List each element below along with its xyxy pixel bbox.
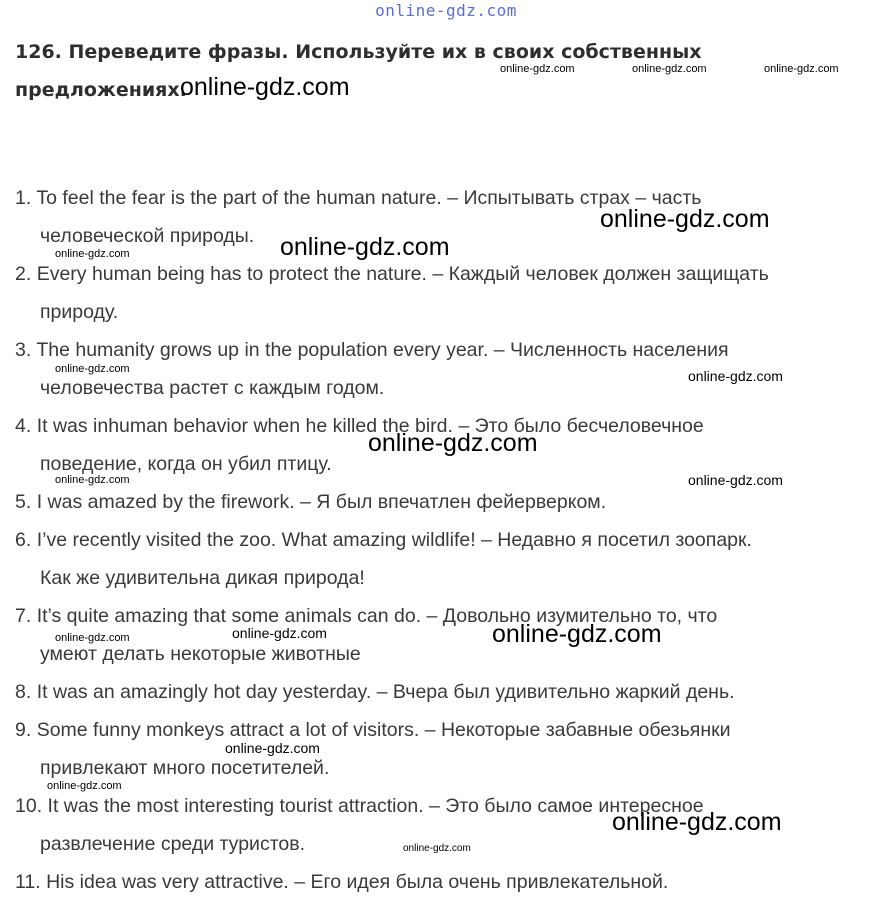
item-number: 3. xyxy=(15,339,32,361)
watermark: online-gdz.com xyxy=(55,474,130,486)
item-line: To feel the fear is the part of the human nature. – Испытывать страх – часть xyxy=(36,187,702,209)
item-line: His idea was very attractive. – Его идея была очень привлекательной. xyxy=(46,871,669,893)
item-number: 1. xyxy=(15,187,32,209)
task-number: 126. xyxy=(15,41,62,63)
task-heading xyxy=(15,33,871,109)
item-continuation: привлекают много посетителей. xyxy=(40,757,330,779)
list-item xyxy=(15,863,871,901)
list-item xyxy=(15,255,871,331)
item-continuation: человечества растет с каждым годом. xyxy=(40,377,385,399)
item-line: Some funny monkeys attract a lot of visitors. – Некоторые забавные обезьянки xyxy=(36,719,731,741)
item-number: 4. xyxy=(15,415,32,437)
item-number: 7. xyxy=(15,605,32,627)
item-line: It’s quite amazing that some animals can do. – Довольно изумительно то, что xyxy=(36,605,718,627)
item-number: 11. xyxy=(15,871,41,893)
watermark: online-gdz.com xyxy=(632,63,707,75)
list-item xyxy=(15,787,871,863)
item-continuation: поведение, когда он убил птицу. xyxy=(40,453,332,475)
task-text-line2: предложениях. xyxy=(15,79,187,101)
item-line: I’ve recently visited the zoo. What amazing wildlife! – Недавно я посетил зоопарк. xyxy=(36,529,752,551)
item-number: 6. xyxy=(15,529,32,551)
watermark: online-gdz.com xyxy=(688,368,783,384)
list-item xyxy=(15,711,871,787)
item-number: 2. xyxy=(15,263,32,285)
list-item xyxy=(15,597,871,673)
item-continuation: Как же удивительна дикая природа! xyxy=(40,567,365,589)
item-line: The humanity grows up in the population every year. – Численность населения xyxy=(36,339,729,361)
watermark: online-gdz.com xyxy=(55,363,130,375)
list-item xyxy=(15,179,871,255)
item-line: It was inhuman behavior when he killed the bird. – Это было бесчеловечное xyxy=(36,415,704,437)
item-continuation: природу. xyxy=(40,301,119,323)
phrase-list xyxy=(15,179,871,901)
watermark: online-gdz.com xyxy=(180,73,350,101)
watermark: online-gdz.com xyxy=(600,205,770,233)
watermark: online-gdz.com xyxy=(500,63,575,75)
watermark: online-gdz.com xyxy=(55,248,130,260)
item-line: It was an amazingly hot day yesterday. – Вчера был удивительно жаркий день. xyxy=(36,681,735,703)
list-item xyxy=(15,407,871,483)
task-text-line1: Переведите фразы. Используйте их в своих собственных xyxy=(68,41,702,63)
watermark: online-gdz.com xyxy=(368,429,538,457)
item-line: I was amazed by the firework. – Я был впечатлен фейерверком. xyxy=(36,491,607,513)
item-number: 8. xyxy=(15,681,32,703)
list-item xyxy=(15,331,871,407)
item-continuation: развлечение среди туристов. xyxy=(40,833,306,855)
watermark: online-gdz.com xyxy=(280,233,450,261)
watermark: online-gdz.com xyxy=(55,632,130,644)
item-number: 5. xyxy=(15,491,32,513)
watermark: online-gdz.com xyxy=(612,808,782,836)
site-header-watermark: online-gdz.com xyxy=(375,1,517,20)
item-continuation: умеют делать некоторые животные xyxy=(40,643,361,665)
watermark: online-gdz.com xyxy=(225,740,320,756)
item-number: 10. xyxy=(15,795,43,817)
item-line: Every human being has to protect the nature. – Каждый человек должен защищать xyxy=(36,263,769,285)
watermark: online-gdz.com xyxy=(492,620,662,648)
watermark: online-gdz.com xyxy=(688,472,783,488)
watermark: online-gdz.com xyxy=(47,780,122,792)
watermark: online-gdz.com xyxy=(232,625,327,641)
list-item xyxy=(15,673,871,711)
list-item xyxy=(15,521,871,597)
item-continuation: человеческой природы. xyxy=(40,225,255,247)
item-number: 9. xyxy=(15,719,32,741)
watermark: online-gdz.com xyxy=(403,843,471,854)
item-line: It was the most interesting tourist attraction. – Это было самое интересное xyxy=(47,795,704,817)
watermark: online-gdz.com xyxy=(764,63,839,75)
list-item xyxy=(15,483,871,521)
